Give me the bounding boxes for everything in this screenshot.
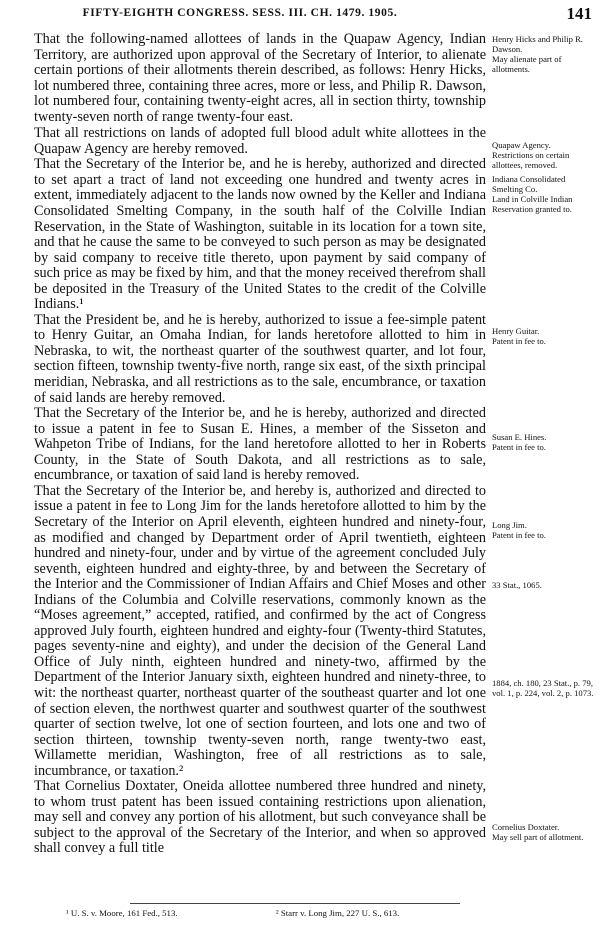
page-number: 141 <box>566 4 592 23</box>
margin-note-text: Restrictions on certain allottees, removed. <box>492 150 570 170</box>
margin-note-text: Patent in fee to. <box>492 442 546 452</box>
margin-note-title: Henry Hicks and Philip R. Dawson. <box>492 34 583 54</box>
margin-note-text: Land in Colville Indian Reservation granted to. <box>492 194 573 214</box>
margin-note-doxtater <box>492 822 596 842</box>
margin-note-long-jim <box>492 520 596 540</box>
margin-note-citation: 33 Stat., 1065. <box>492 580 542 590</box>
margin-note-citation: 1884, ch. 180, 23 Stat., p. 79, vol. 1, p. 224, vol. 2, p. 1073. <box>492 678 594 698</box>
footnote-1: ¹ U. S. v. Moore, 161 Fed., 513. <box>66 908 178 918</box>
paragraph-cornelius-doxtater: That Cornelius Doxtater, Oneida allottee numbered three hundred and ninety, to whom trust patent has been issued containing restrictions upon alienation, may sell and convey any portion of his allotment, but such conveyance shall be subject to the approval of the Secretary of the Interior, and when so approved shall convey a full title <box>34 778 486 857</box>
running-head: FIFTY-EIGHTH CONGRESS. SESS. III. CH. 1479. 1905. <box>82 7 398 19</box>
margin-note-title: Cornelius Doxtater. <box>492 822 560 832</box>
margin-note-title: Indiana Consolidated Smelting Co. <box>492 174 566 194</box>
margin-note-title: Quapaw Agency. <box>492 140 551 150</box>
margin-note-text: Patent in fee to. <box>492 336 546 346</box>
paragraph-long-jim: That the Secretary of the Interior be, and hereby is, authorized and directed to issue a patent in fee to Long Jim for the lands heretofore allotted to him by the Secretary of the Interior on April eleventh, eighteen hundred and ninety-four, as modified and changed by Department order of April twentieth, eighteen hundred and ninety-four, under and by virtue of the agreement concluded July seventh, eighteen hundred and eighty-three, by and between the Secretary of the Interior and the Commissioner of Indian Affairs and Chief Moses and other Indians of the Columbia and Colville reservations, commonly known as the “Moses agreement,” accepted, ratified, and confirmed by the act of Congress approved July fourth, eighteen hundred and eighty-four (Twenty-third Statutes, pages seventy-nine and eighty), and under the decision of the General Land Office of July ninth, eighteen hundred and ninety-two, affirmed by the Department of the Interior January sixth, eighteen hundred and ninety-three, to wit: the northeast quarter, northeast quarter of the southeast quarter and lot one of section eleven, the northwest quarter and southwest quarter of the southwest quarter of section twelve, lot one of section fourteen, and lots one and two of section thirteen, township twenty-seven north, range twenty-two east, Willamette meridian, Washington, free of all restrictions as to sale, incumbrance, or taxation.² <box>34 482 486 779</box>
paragraph-quapaw-restrictions: That all restrictions on lands of adopted full blood adult white allottees in the Quapaw Agency are hereby removed. <box>34 125 486 157</box>
paragraph-colville-townsite: That the Secretary of the Interior be, and he is hereby, authorized and directed to set apart a tract of land not exceeding one hundred and twenty acres in extent, immediately adjacent to the lands now owned by the Keller and Indiana Consolidated Smelting Company, in the south half of the Colville Indian Reservation, in the State of Washington, suitable in its location for a town site, and that he cause the same to be conveyed to such person as may be designated by said company to receive title thereto, upon payment by said company of such price as may be fixed by him, and that the money received therefrom shall be deposited in the Treasury of the United States to the credit of the Colville Indians.¹ <box>34 156 486 313</box>
margin-note-henry-guitar <box>492 326 596 346</box>
margin-note-hicks-dawson <box>492 34 596 74</box>
margin-note-title: Susan E. Hines. <box>492 432 547 442</box>
paragraph-susan-hines: That the Secretary of the Interior be, and he is hereby, authorized and directed to issue a patent in fee to Susan E. Hines, a member of the Sisseton and Wahpeton Tribe of Indians, for the land heretofore allotted to her in Roberts County, in the State of South Dakota, and all restrictions as to sale, encumbrance, or taxation of said land is hereby removed. <box>34 405 486 484</box>
footnote-rule <box>130 903 460 904</box>
margin-note-text: May sell part of allotment. <box>492 832 584 842</box>
running-header <box>0 2 600 28</box>
margin-note-smelting <box>492 174 596 214</box>
margin-note-text: Patent in fee to. <box>492 530 546 540</box>
paragraph-henry-guitar: That the President be, and he is hereby, authorized to issue a fee-simple patent to Henry Guitar, an Omaha Indian, for lands heretofore allotted to him in Nebraska, to wit, the northeast quarter of the southwest quarter, and lot four, section fifteen, township twenty-five north, range six east, of the sixth principal meridian, Nebraska, and all restrictions as to the sale, encumbrance, or taxation of said lands are hereby removed. <box>34 311 486 406</box>
margin-note-citation-1884 <box>492 678 596 698</box>
margin-note-citation-33-stat <box>492 580 596 590</box>
margin-note-title: Long Jim. <box>492 520 527 530</box>
footnote-2: ² Starr v. Long Jim, 227 U. S., 613. <box>276 908 400 918</box>
paragraph-quapaw-allottees: That the following-named allottees of lands in the Quapaw Agency, Indian Territory, are authorized upon approval of the Secretary of Interior, to alienate certain portions of their allotments therein described, as follows: Henry Hicks, lot numbered three, containing three acres, more or less, and Philip R. Dawson, lot numbered four, containing twenty-eight acres, all in section thirty, township twenty-seven north of range twenty-four east. <box>34 31 486 125</box>
statute-text <box>34 32 486 857</box>
margin-note-text: May alienate part of allotments. <box>492 54 562 74</box>
margin-note-susan-hines <box>492 432 596 452</box>
margin-note-quapaw <box>492 140 596 170</box>
margin-note-title: Henry Guitar. <box>492 326 540 336</box>
